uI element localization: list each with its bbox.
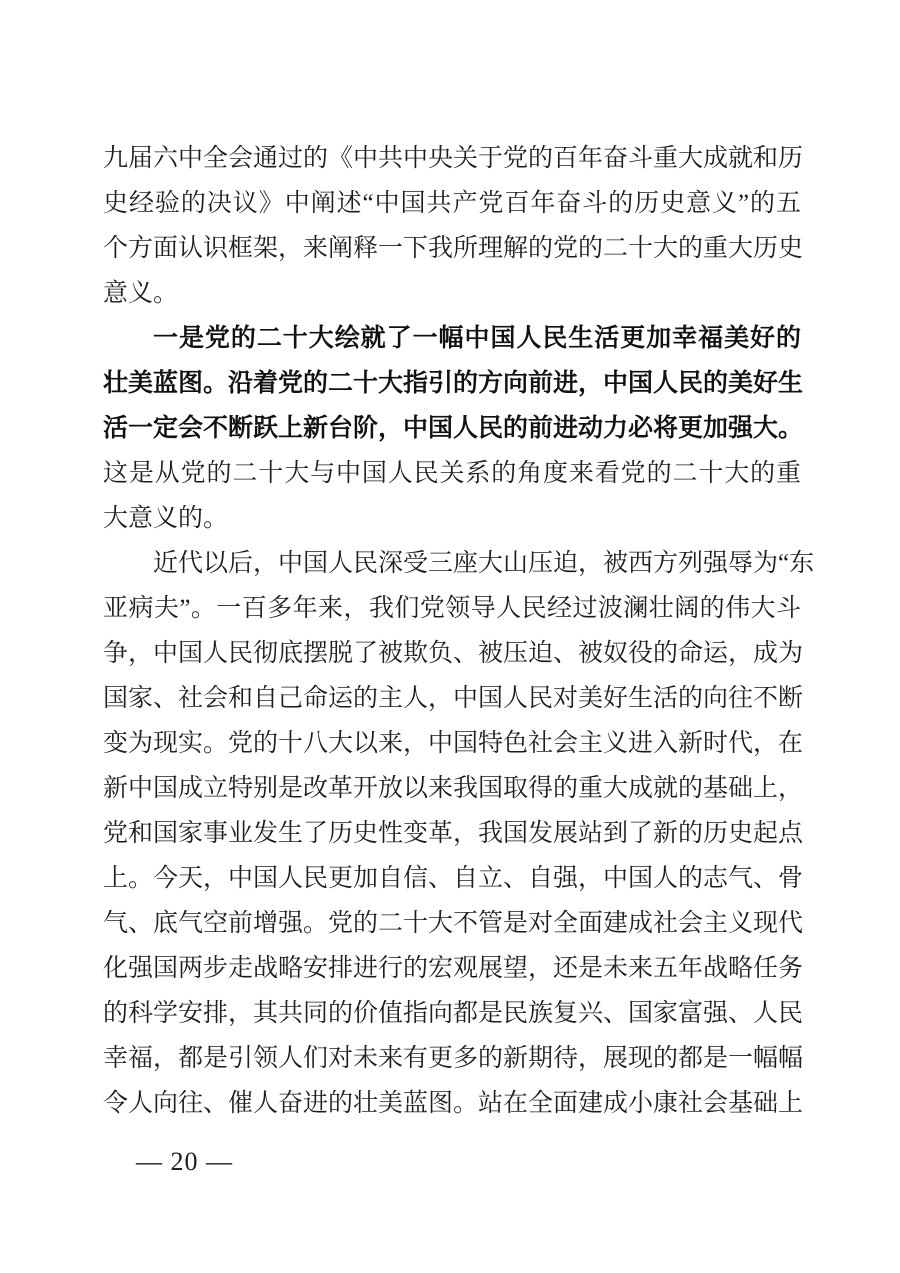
text-line: 变为现实。党的十八大以来，中国特色社会主义进入新时代，在 xyxy=(103,730,804,757)
text-line: 亚病夫”。一百多年来，我们党领导人民经过波澜壮阔的伟大斗 xyxy=(103,595,801,622)
text-line: 争，中国人民彻底摆脱了被欺负、被压迫、被奴役的命运，成为 xyxy=(103,640,804,667)
text-line: 党和国家事业发生了历史性变革，我国发展站到了新的历史起点 xyxy=(103,820,804,847)
text-line: 一是党的二十大绘就了一幅中国人民生活更加幸福美好的 xyxy=(153,325,801,352)
text-line: 上。今天，中国人民更加自信、自立、自强，中国人的志气、骨 xyxy=(103,865,804,892)
text-line: 幸福，都是引领人们对未来有更多的新期待，展现的都是一幅幅 xyxy=(103,1045,804,1072)
text-line: 个方面认识框架，来阐释一下我所理解的党的二十大的重大历史 xyxy=(103,235,804,262)
text-line: 史经验的决议》中阐述“中国共产党百年奋斗的历史意义”的五 xyxy=(103,190,801,217)
text-line: 九届六中全会通过的《中共中央关于党的百年奋斗重大成就和历 xyxy=(103,145,804,172)
page-number: — 20 — xyxy=(136,1147,233,1176)
document-body xyxy=(103,136,815,1126)
text-line: 壮美蓝图。沿着党的二十大指引的方向前进，中国人民的美好生 xyxy=(103,370,804,397)
text-line: 大意义的。 xyxy=(103,505,229,532)
text-line: 意义。 xyxy=(103,280,179,307)
text-line: 气、底气空前增强。党的二十大不管是对全面建成社会主义现代 xyxy=(103,910,804,937)
text-line: 化强国两步走战略安排进行的宏观展望，还是未来五年战略任务 xyxy=(103,955,804,982)
text-line: 活一定会不断跃上新台阶，中国人民的前进动力必将更加强大。 xyxy=(103,415,804,442)
text-line: 国家、社会和自己命运的主人，中国人民对美好生活的向往不断 xyxy=(103,685,804,712)
text-line: 的科学安排，其共同的价值指向都是民族复兴、国家富强、人民 xyxy=(103,1000,804,1027)
text-line: 新中国成立特别是改革开放以来我国取得的重大成就的基础上， xyxy=(103,775,804,802)
text-line: 这是从党的二十大与中国人民关系的角度来看党的二十大的重 xyxy=(103,460,801,487)
text-line: 近代以后，中国人民深受三座大山压迫，被西方列强辱为“东 xyxy=(153,550,815,577)
text-line: 令人向往、催人奋进的壮美蓝图。站在全面建成小康社会基础上 xyxy=(103,1090,804,1117)
